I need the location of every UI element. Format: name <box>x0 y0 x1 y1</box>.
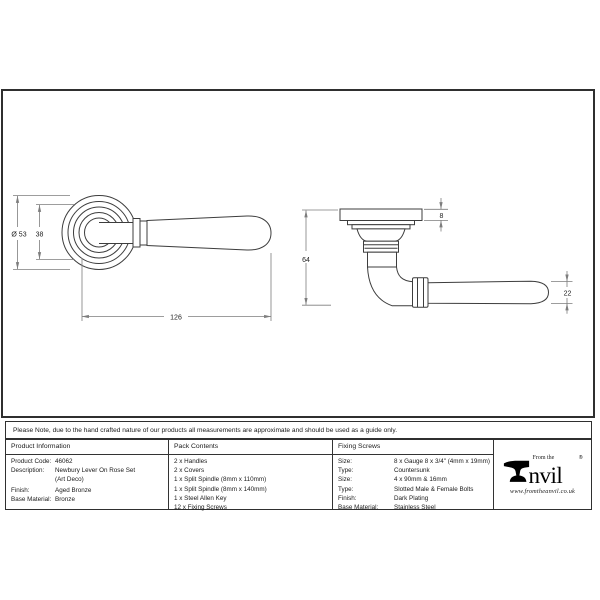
list-item: 2 x Handles <box>174 458 208 465</box>
fixing-screws-header: Fixing Screws <box>333 440 493 455</box>
row-label <box>11 476 55 485</box>
lever-grip-front <box>147 216 271 250</box>
product-info-header: Product Information <box>6 440 168 455</box>
row-value: Stainless Steel <box>394 504 436 512</box>
row-label: Type: <box>338 467 354 475</box>
row-label: Base Material: <box>11 496 52 504</box>
table-row <box>11 467 168 476</box>
product-info-column <box>6 440 169 509</box>
row-value: Aged Bronze <box>55 487 92 495</box>
note-bar <box>5 421 592 439</box>
front-view-dimensions <box>8 196 272 323</box>
row-value: (Art Deco) <box>55 475 84 483</box>
table-row <box>338 466 493 475</box>
row-value: Dark Plating <box>394 494 429 502</box>
table-row <box>338 457 493 466</box>
table-row <box>338 494 493 503</box>
row-label: Type: <box>338 485 354 493</box>
anvil-logo <box>503 454 583 488</box>
list-item: 1 x Split Spindle (8mm x 140mm) <box>174 485 267 493</box>
row-value: Countersunk <box>394 467 430 475</box>
pack-contents-header: Pack Contents <box>169 440 332 455</box>
row-label: Size: <box>338 476 352 484</box>
list-item: 1 x Split Spindle (8mm x 110mm) <box>174 476 267 484</box>
spec-table <box>5 439 592 510</box>
table-row <box>11 476 168 485</box>
dim-label-length: 126 <box>170 314 182 322</box>
front-view-drawing <box>8 196 272 323</box>
fixing-screws-column <box>333 440 494 512</box>
row-value: 46062 <box>55 458 73 465</box>
side-view-drawing <box>296 198 575 314</box>
row-value: Bronze <box>55 496 75 504</box>
row-value: 8 x Gauge 8 x 3/4" (4mm x 19mm) <box>394 458 491 465</box>
logo-prefix-text: From the <box>532 454 555 461</box>
list-item: 12 x Fixing Screws <box>174 504 227 512</box>
logo-url: www.fromtheanvil.co.uk <box>509 487 576 495</box>
logo-name-text: nvil <box>528 462 563 488</box>
row-label: Finish: <box>11 487 30 495</box>
list-item: 1 x Steel Allen Key <box>174 494 227 502</box>
table-row <box>11 496 168 505</box>
table-row <box>11 487 168 496</box>
lever-bend-side <box>368 267 414 306</box>
lever-collar-front <box>133 219 140 248</box>
row-value: Slotted Male & Female Bolts <box>394 485 474 493</box>
table-row <box>11 458 168 467</box>
lever-collar-side <box>413 278 429 308</box>
lever-neck <box>99 223 133 243</box>
neck-collar-side <box>364 241 399 252</box>
row-label: Description: <box>11 466 45 474</box>
lever-grip-side <box>428 281 549 304</box>
dim-label-projection: 64 <box>302 257 310 264</box>
note-text: Please Note, due to the hand crafted nature of our products all measurements are approximate and should be used as a guide only. <box>13 426 398 434</box>
table-row <box>338 503 493 512</box>
row-label: Finish: <box>338 494 357 502</box>
list-item: 2 x Covers <box>174 467 205 475</box>
row-value: 4 x 90mm & 16mm <box>394 476 447 484</box>
row-label: Base Material: <box>338 504 379 512</box>
dim-label-diameter: Ø 53 <box>11 231 27 239</box>
logo-cell <box>494 440 591 509</box>
row-label: Product Code: <box>11 458 52 465</box>
rose-plate-side <box>340 209 422 221</box>
pack-contents-column <box>169 440 333 512</box>
anvil-icon <box>503 459 530 484</box>
registered-mark: ® <box>578 454 583 461</box>
dim-label-grip: 22 <box>563 290 572 298</box>
table-row <box>338 475 493 484</box>
row-value: Newbury Lever On Rose Set <box>55 466 136 474</box>
row-label: Size: <box>338 458 352 465</box>
table-row <box>338 485 493 494</box>
dim-label-rose-depth: 8 <box>439 213 444 220</box>
dim-label-inner-ring: 38 <box>35 231 44 239</box>
